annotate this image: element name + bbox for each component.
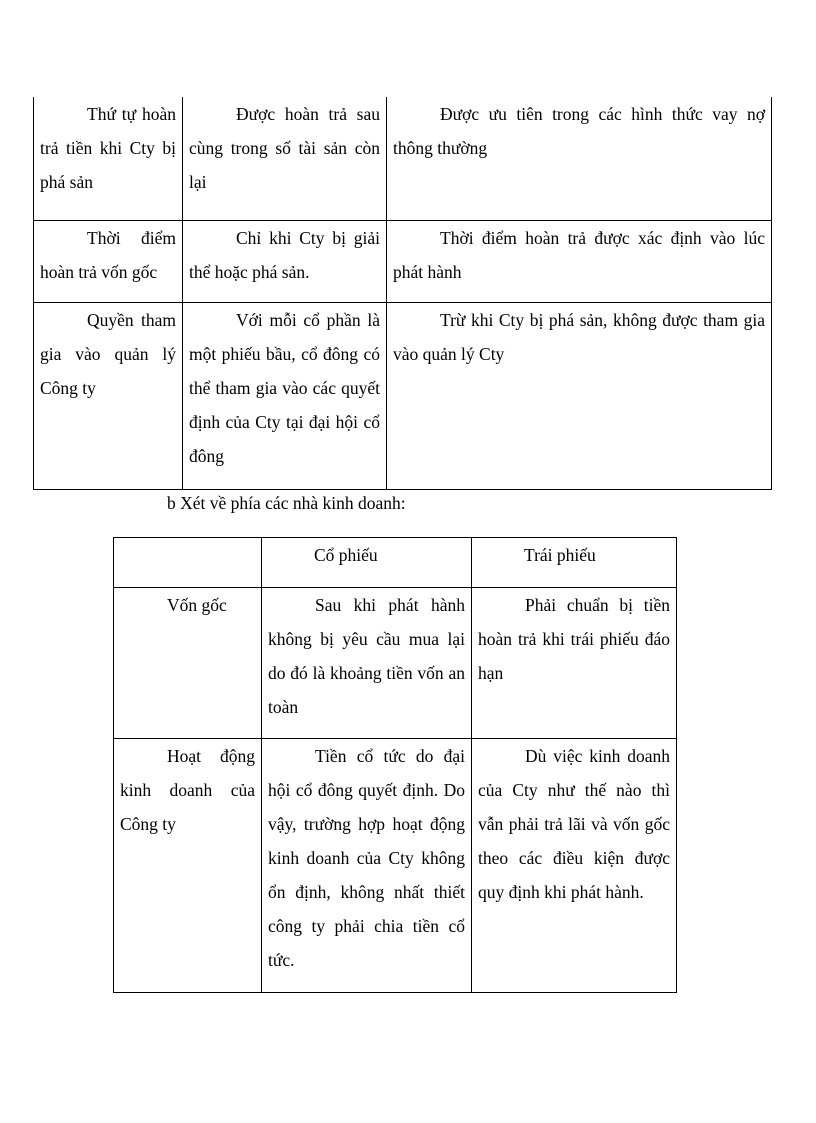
table-row: [114, 588, 677, 739]
trai-phieu-cell: Được ưu tiên trong các hình thức vay nợ thông thường: [387, 97, 772, 221]
comparison-table-2: [113, 537, 677, 993]
table-row: [34, 221, 772, 303]
trai-phieu-cell: Phải chuẩn bị tiền hoàn trả khi trái phiếu đáo hạn: [472, 588, 677, 739]
header-co-phieu: Cổ phiếu: [262, 538, 472, 588]
comparison-table-1: [33, 97, 772, 490]
trai-phieu-cell: Dù việc kinh doanh của Cty như thế nào thì vẫn phải trả lãi và vốn gốc theo các điều kiện được quy định khi phát hành.: [472, 739, 677, 993]
row-label: Thứ tự hoàn trả tiền khi Cty bị phá sản: [34, 97, 183, 221]
co-phieu-cell: Tiền cổ tức do đại hội cổ đông quyết định. Do vậy, trường hợp hoạt động kinh doanh của Cty không ổn định, không nhất thiết công ty phải chia tiền cổ tức.: [262, 739, 472, 993]
co-phieu-cell: Sau khi phát hành không bị yêu cầu mua lại do đó là khoảng tiền vốn an toàn: [262, 588, 472, 739]
section-caption: b Xét về phía các nhà kinh doanh:: [167, 493, 406, 513]
trai-phieu-cell: Trừ khi Cty bị phá sản, không được tham gia vào quản lý Cty: [387, 303, 772, 490]
header-empty: [114, 538, 262, 588]
header-trai-phieu: Trái phiếu: [472, 538, 677, 588]
row-label: Vốn gốc: [114, 588, 262, 739]
co-phieu-cell: Với mỗi cổ phần là một phiếu bầu, cổ đông có thể tham gia vào các quyết định của Cty tại đại hội cổ đông: [183, 303, 387, 490]
co-phieu-cell: Được hoàn trả sau cùng trong số tài sản còn lại: [183, 97, 387, 221]
co-phieu-cell: Chỉ khi Cty bị giải thể hoặc phá sản.: [183, 221, 387, 303]
table-row: [34, 303, 772, 490]
row-label: Thời điểm hoàn trả vốn gốc: [34, 221, 183, 303]
row-label: Hoạt động kinh doanh của Công ty: [114, 739, 262, 993]
trai-phieu-cell: Thời điểm hoàn trả được xác định vào lúc phát hành: [387, 221, 772, 303]
row-label: Quyền tham gia vào quản lý Công ty: [34, 303, 183, 490]
table-row: [114, 739, 677, 993]
table-row: [34, 97, 772, 221]
table-header-row: [114, 538, 677, 588]
